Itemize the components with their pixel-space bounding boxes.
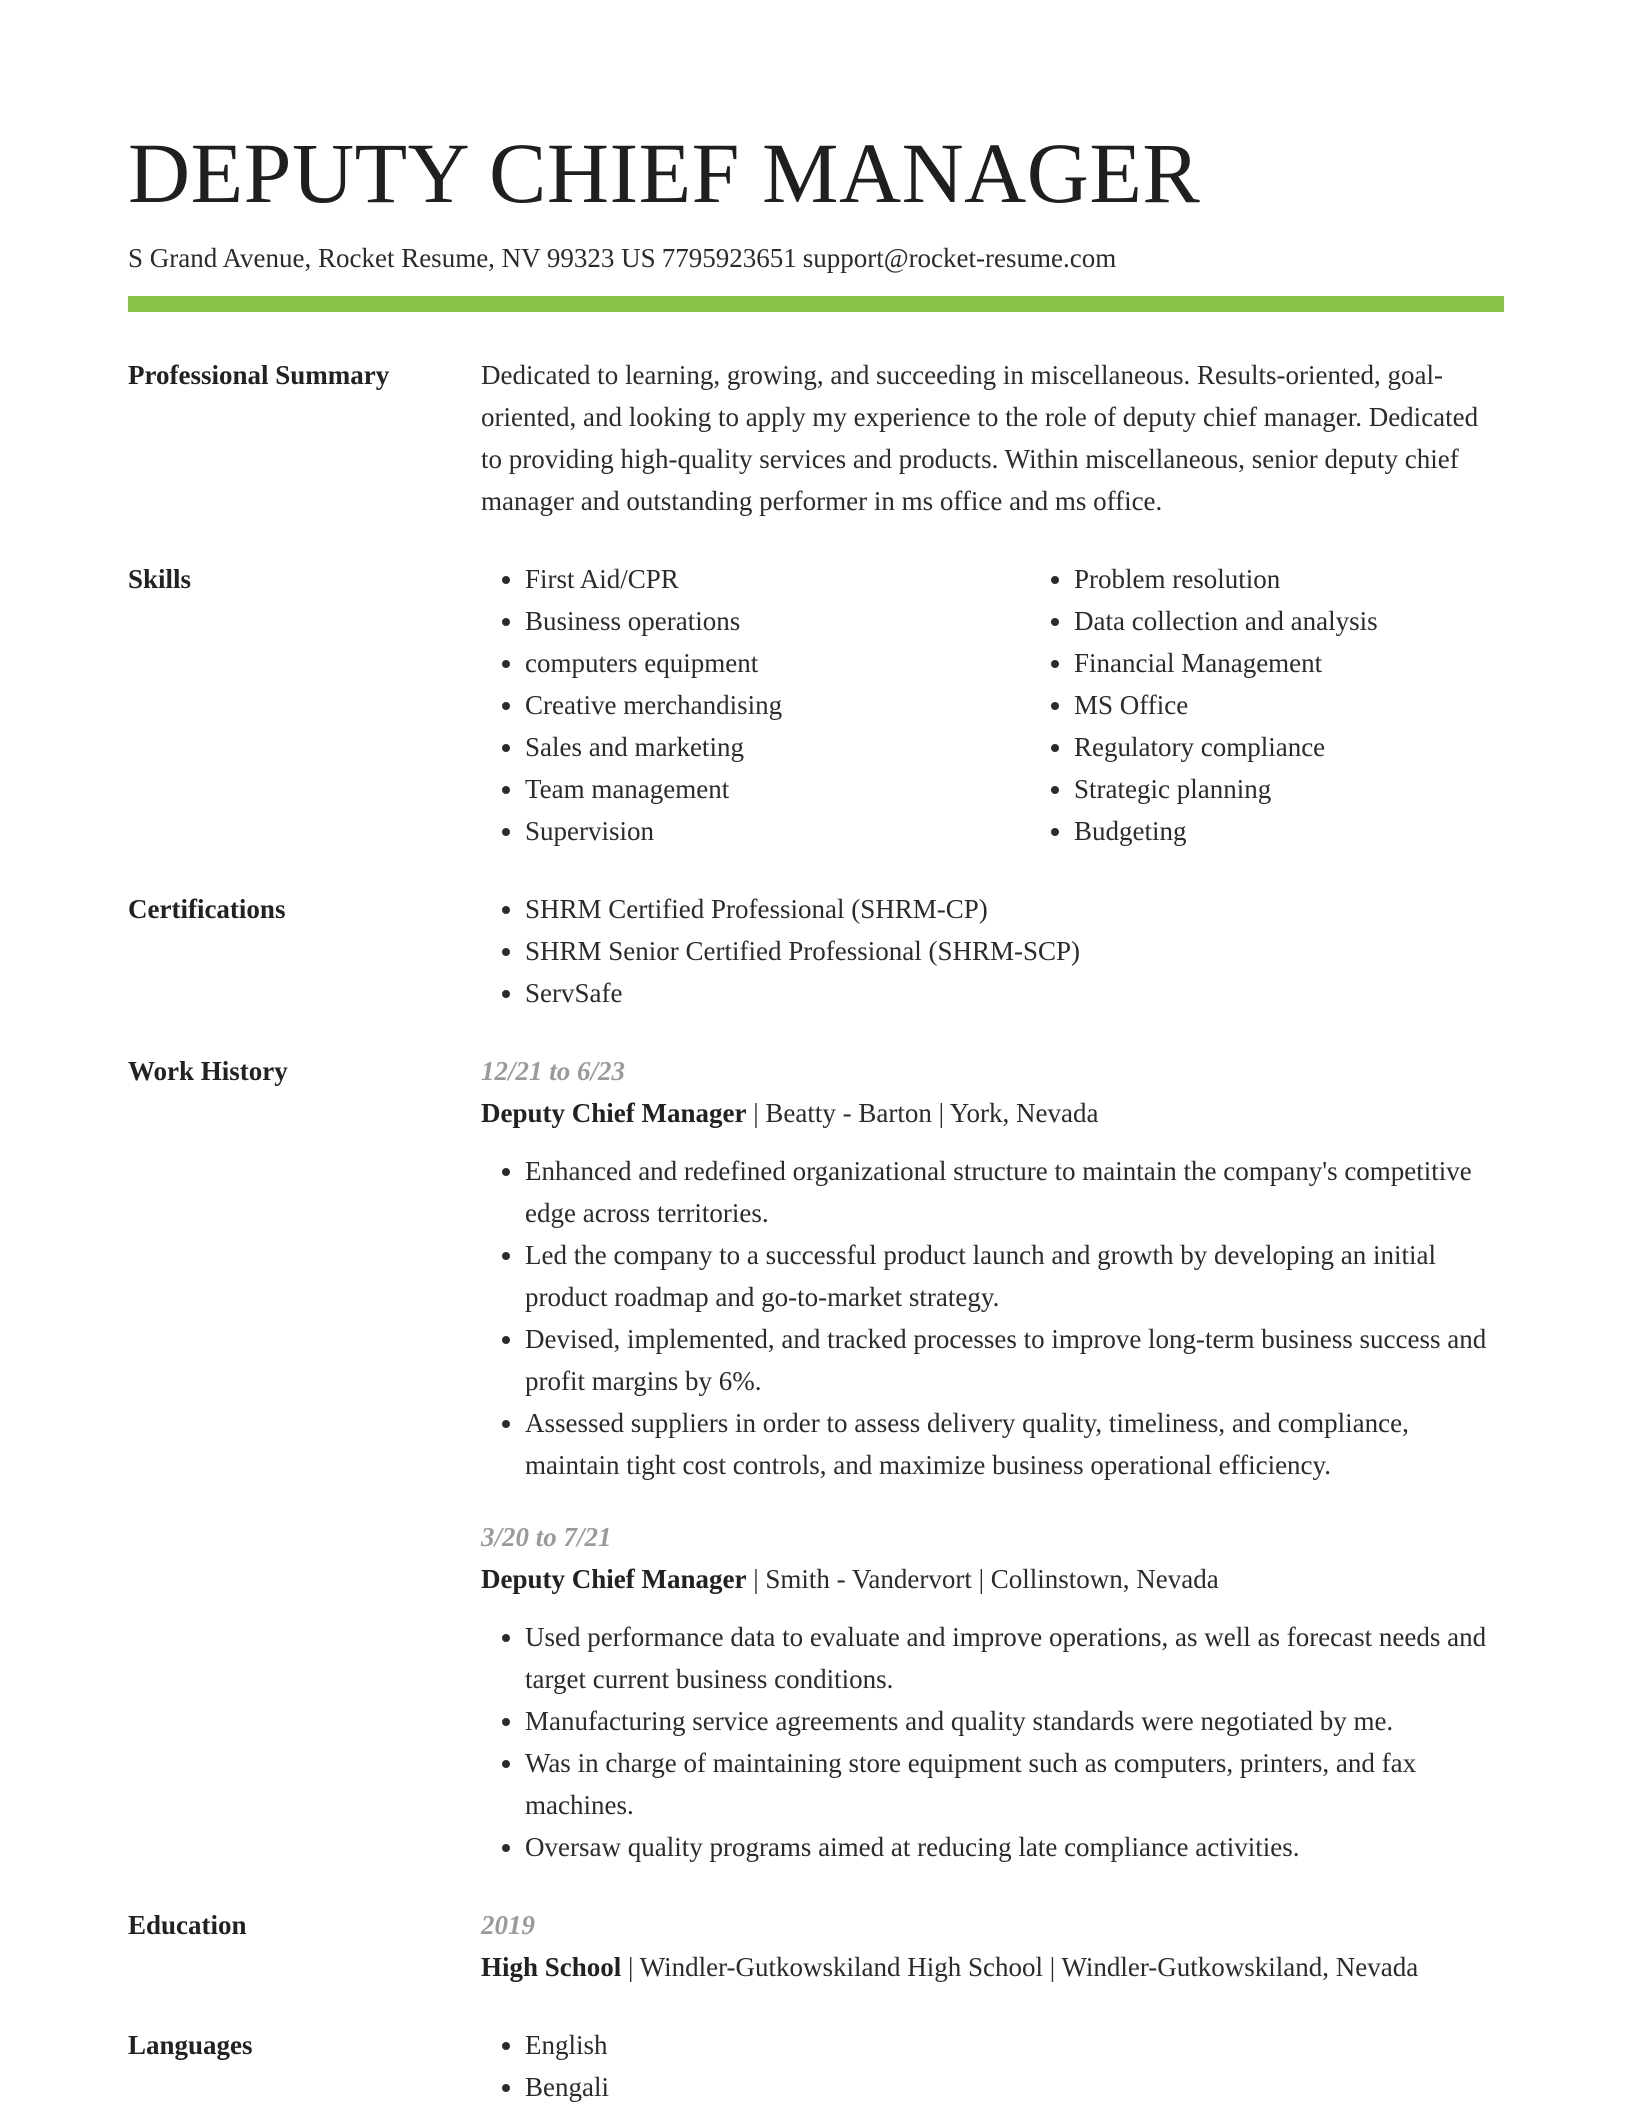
skill-item: • Sales and marketing — [525, 726, 1030, 768]
certification-item: • SHRM Senior Certified Professional (SHRM-SCP) — [525, 930, 1504, 972]
contact-address: S Grand Avenue, Rocket Resume, NV 99323 US — [128, 243, 656, 273]
language-item: • Bengali — [525, 2066, 1504, 2108]
education-degree: High School — [481, 1952, 622, 1982]
skill-item: • Problem resolution — [1074, 558, 1579, 600]
section-label-summary: Professional Summary — [128, 360, 390, 390]
section-label-skills: Skills — [128, 564, 192, 594]
languages-section — [128, 2024, 1504, 2108]
skills-list-right — [1030, 558, 1579, 852]
language-item: • English — [525, 2024, 1504, 2066]
contact-line — [128, 240, 1504, 276]
job-bullet: • Devised, implemented, and tracked processes to improve long-term business success and profit margins by 6%. — [525, 1318, 1504, 1402]
work-history-section — [128, 1050, 1504, 1868]
contact-email: support@rocket-resume.com — [802, 243, 1117, 273]
summary-section — [128, 354, 1504, 522]
skill-item: • Regulatory compliance — [1074, 726, 1579, 768]
skill-item: • Business operations — [525, 600, 1030, 642]
skill-item: • First Aid/CPR — [525, 558, 1030, 600]
section-label-certifications: Certifications — [128, 894, 286, 924]
summary-text: Dedicated to learning, growing, and succeeding in miscellaneous. Results-oriented, goal-oriented, and looking to apply my experience to the role of deputy chief manager. Dedicated to providing high-quality services and products. Within miscellaneous, senior deputy chief manager and outstanding performer in ms office and ms office. — [481, 360, 1479, 516]
contact-phone: 7795923651 — [661, 243, 797, 273]
section-label-languages: Languages — [128, 2030, 253, 2060]
section-label-work-history: Work History — [128, 1056, 288, 1086]
job-entry — [481, 1050, 1504, 1486]
skills-section — [128, 558, 1504, 852]
certifications-section — [128, 888, 1504, 1014]
job-heading — [481, 1092, 1504, 1134]
job-title: Deputy Chief Manager — [481, 1098, 747, 1128]
job-bullet: • Led the company to a successful product launch and growth by developing an initial product roadmap and go-to-market strategy. — [525, 1234, 1504, 1318]
languages-list — [481, 2024, 1504, 2108]
job-heading — [481, 1558, 1504, 1600]
education-year: 2019 — [481, 1910, 535, 1940]
job-bullet: • Enhanced and redefined organizational structure to maintain the company's competitive edge across territories. — [525, 1150, 1504, 1234]
header-divider — [128, 296, 1504, 312]
skill-item: • Financial Management — [1074, 642, 1579, 684]
skill-item: • Team management — [525, 768, 1030, 810]
skill-item: • Budgeting — [1074, 810, 1579, 852]
certification-item: • SHRM Certified Professional (SHRM-CP) — [525, 888, 1504, 930]
job-details: | Beatty - Barton | York, Nevada — [746, 1098, 1099, 1128]
skill-item: • Supervision — [525, 810, 1030, 852]
job-entry — [481, 1516, 1504, 1868]
skill-item: • MS Office — [1074, 684, 1579, 726]
certifications-list — [481, 888, 1504, 1014]
certification-item: • ServSafe — [525, 972, 1504, 1014]
job-bullet: • Used performance data to evaluate and improve operations, as well as forecast needs and target current business conditions. — [525, 1616, 1504, 1700]
job-bullet: • Manufacturing service agreements and quality standards were negotiated by me. — [525, 1700, 1504, 1742]
job-title: Deputy Chief Manager — [481, 1564, 747, 1594]
job-bullet: • Oversaw quality programs aimed at reducing late compliance activities. — [525, 1826, 1504, 1868]
education-section — [128, 1904, 1504, 1988]
skill-item: • Strategic planning — [1074, 768, 1579, 810]
resume-name: DEPUTY CHIEF MANAGER — [128, 125, 1201, 221]
job-bullet: • Was in charge of maintaining store equipment such as computers, printers, and fax machines. — [525, 1742, 1504, 1826]
job-details: | Smith - Vandervort | Collinstown, Nevada — [746, 1564, 1219, 1594]
job-dates: 12/21 to 6/23 — [481, 1056, 626, 1086]
skill-item: • Creative merchandising — [525, 684, 1030, 726]
job-dates: 3/20 to 7/21 — [481, 1522, 612, 1552]
job-bullet: • Assessed suppliers in order to assess delivery quality, timeliness, and compliance, maintain tight cost controls, and maximize business operational efficiency. — [525, 1402, 1504, 1486]
job-bullet-list — [481, 1150, 1504, 1486]
skill-item: • Data collection and analysis — [1074, 600, 1579, 642]
section-label-education: Education — [128, 1910, 247, 1940]
job-bullet-list — [481, 1616, 1504, 1868]
education-details: | Windler-Gutkowskiland High School | Windler-Gutkowskiland, Nevada — [621, 1952, 1419, 1982]
education-heading — [481, 1946, 1504, 1988]
skills-list-left — [481, 558, 1030, 852]
skill-item: • computers equipment — [525, 642, 1030, 684]
